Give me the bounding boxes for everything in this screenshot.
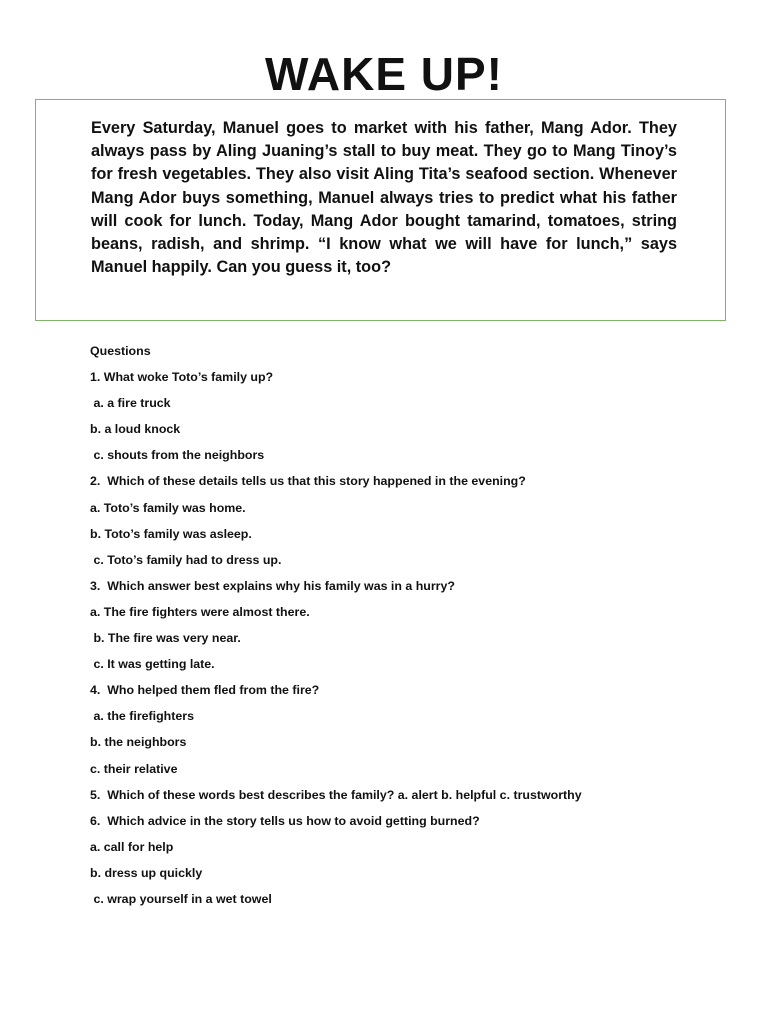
question-3-option-b: b. The fire was very near. [90,631,241,646]
question-1-option-a: a. a fire truck [90,396,171,411]
question-6-option-c: c. wrap yourself in a wet towel [90,891,272,906]
question-1-option-b: b. a loud knock [90,422,181,437]
question-1: 1. What woke Toto’s family up? [90,370,274,385]
question-4: 4. Who helped them fled from the fire? [90,683,320,698]
question-3: 3. Which answer best explains why his family was in a hurry? [90,578,455,593]
question-4-option-c: c. their relative [90,761,178,776]
question-1-option-c: c. shouts from the neighbors [90,448,265,463]
question-6-option-a: a. call for help [90,839,174,854]
page-title: WAKE UP! [265,48,503,100]
question-2-option-c: c. Toto’s family had to dress up. [90,552,282,567]
question-2: 2. Which of these details tells us that this story happened in the evening? [90,474,526,489]
question-6-option-b: b. dress up quickly [90,865,203,880]
story-box [35,99,726,321]
question-2-option-a: a. Toto’s family was home. [90,500,246,515]
question-3-option-a: a. The fire fighters were almost there. [90,604,310,619]
story-paragraph: Every Saturday, Manuel goes to market with his father, Mang Ador. They always pass by Aling Juaning’s stall to buy meat. They go to Mang Tinoy’s for fresh vegetables. They also visit Aling Tita’s seafood section. Whenever Mang Ador buys something, Manuel always tries to predict what his father will cook for lunch. Today, Mang Ador bought tamarind, tomatoes, string beans, radish, and shrimp. “I know what we will have for lunch,” says Manuel happily. Can you guess it, too? [91,119,677,277]
question-3-option-c: c. It was getting late. [90,657,215,672]
question-5: 5. Which of these words best describes the family? a. alert b. helpful c. trustworthy [90,787,582,802]
question-4-option-b: b. the neighbors [90,735,187,750]
question-6: 6. Which advice in the story tells us how to avoid getting burned? [90,813,480,828]
question-4-option-a: a. the firefighters [90,709,194,724]
questions-heading: Questions [90,344,151,358]
question-2-option-b: b. Toto’s family was asleep. [90,526,252,541]
questions-list [90,341,730,915]
